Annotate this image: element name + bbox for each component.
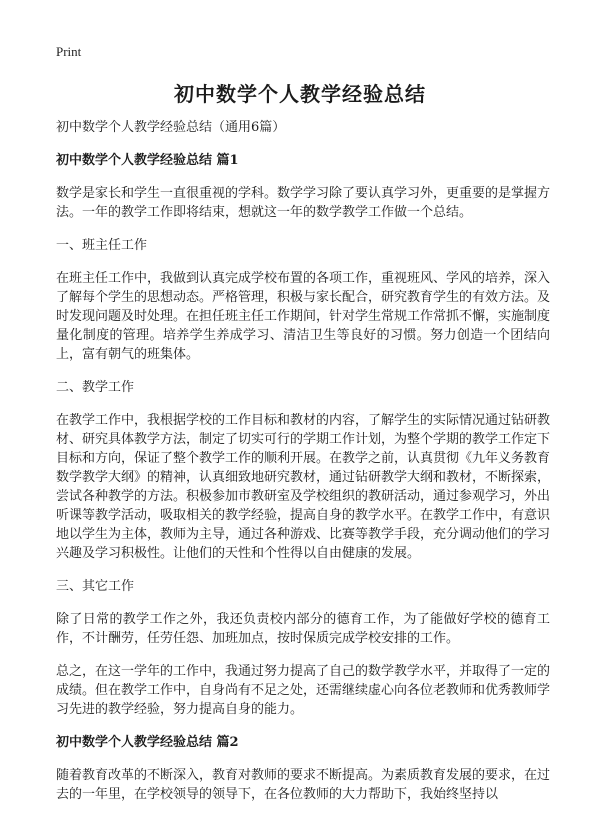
section1-sub3-heading: 三、其它工作 [56,579,135,594]
section1-sub1-body: 在班主任工作中，我做到认真完成学校布置的各项工作，重视班风、学风的培养，深入了解每个学生的思想动态。严格管理，积极与家长配合，研究教育学生的有效方法。及时发现问题及时处理。在担任班主任工作期间，针对学生常规工作常抓不懈，实施制度量化制度的管理。培养学生养成学习、清洁卫生等良好的习惯。努力创造一个团结向上，富有朝气的班集体。 [56,271,551,362]
section1-sub2-body: 在教学工作中，我根据学校的工作目标和教材的内容，了解学生的实际情况通过钻研教材、研究具体教学方法，制定了切实可行的学期工作计划，为整个学期的教学工作定下目标和方向，保证了整个教学工作的顺利开展。在教学之前，认真贯彻《九年义务教育数学教学大纲》的精神，认真细致地研究教材，通过钻研教学大纲和教材，不断探索，尝试各种教学的方法。积极参加市教研室及学校组织的教研活动，通过参观学习，外出听课等教学活动，吸取相关的教学经验，提高自身的教学水平。在教学工作中，有意识地以学生为主体，教师为主导，通过各种游戏、比赛等教学手段，充分调动他们的学习兴趣及学习积极性。让他们的天性和个性得以自由健康的发展。 [56,413,551,561]
section2-heading: 初中数学个人教学经验总结 篇2 [56,735,239,750]
section1-sub1-heading: 一、班主任工作 [56,238,148,253]
section1-heading: 初中数学个人教学经验总结 篇1 [56,153,239,168]
section1-conclusion: 总之，在这一学年的工作中，我通过努力提高了自己的数学教学水平，并取得了一定的成绩。但在教学工作中，自身尚有不足之处，还需继续虚心向各位老教师和优秀教师学习先进的教学经验，努力提高自身的能力。 [56,664,551,717]
section2-intro: 随着教育改革的不断深入，教育对教师的要求不断提高。为素质教育发展的要求，在过去的一年里，在学校领导的领导下，在各位教师的大力帮助下，我始终坚持以 [56,768,551,802]
section1-sub2-heading: 二、教学工作 [56,380,135,395]
section1-sub3-body: 除了日常的教学工作之外，我还负责校内部分的德育工作，为了能做好学校的德育工作，不计酬劳，任劳任怨、加班加点，按时保质完成学校安排的工作。 [56,612,550,646]
subtitle: 初中数学个人教学经验总结（通用6篇） [56,120,286,135]
print-link[interactable]: Print [56,44,82,59]
page-title: 初中数学个人教学经验总结 [174,82,426,106]
section1-intro: 数学是家长和学生一直很重视的学科。数学学习除了要认真学习外，更重要的是掌握方法。一年的教学工作即将结束，想就这一年的数学教学工作做一个总结。 [56,186,551,220]
document-body [56,118,550,818]
